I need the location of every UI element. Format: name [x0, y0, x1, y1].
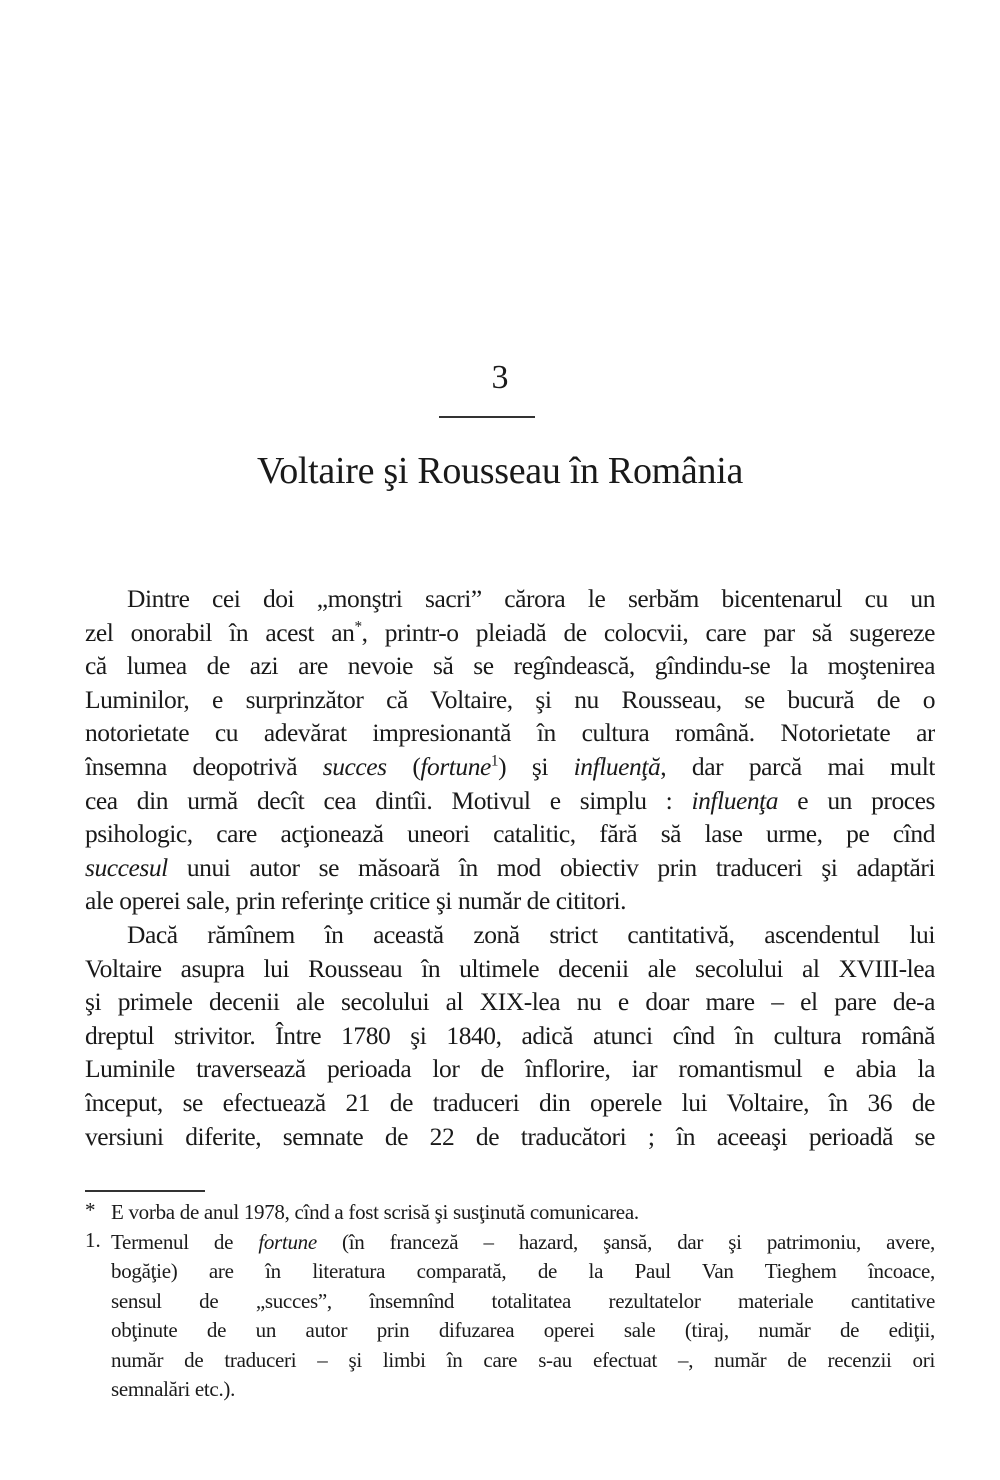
text-line: Luminile traversează perioada lor de înflorire, iar romantismul e abia la [85, 1054, 935, 1084]
text-fragment: însemna deopotrivă [85, 751, 323, 781]
footnote-line: obţinute de un autor prin difuzarea operei sale (tiraj, număr de ediţii, [111, 1318, 935, 1342]
footnote-line: sensul de „succes”, însemnînd totalitatea rezultatelor materiale cantitative [111, 1288, 935, 1313]
emphasis-fortune: fortune [258, 1229, 317, 1254]
text-fragment: ( [386, 751, 421, 781]
body-text [85, 582, 935, 1153]
chapter-number: 3 [491, 359, 509, 396]
text-fragment: zel onorabil în acest an [85, 617, 355, 647]
text-fragment: Termenul de [111, 1229, 259, 1254]
footnote-line: semnalări etc.). [111, 1377, 236, 1401]
text-fragment: ) şi [498, 751, 574, 781]
text-line: psihologic, care acţionează uneori catalitic, fără să lase urme, pe cînd [85, 819, 935, 849]
footnote-divider [85, 1190, 205, 1192]
text-line: notorietate cu adevărat impresionantă în cultura română. Notorietate ar [85, 718, 935, 748]
emphasis-succesul: succesul [85, 852, 168, 882]
text-line: Dacă rămînem în această zonă strict cantitativă, ascendentul lui [127, 919, 935, 949]
text-fragment: (în franceză – hazard, şansă, dar şi patrimoniu, avere, [316, 1229, 935, 1254]
chapter-title: Voltaire şi Rousseau în România [256, 450, 744, 492]
text-line: început, se efectuează 21 de traduceri din operele lui Voltaire, în 36 de [85, 1087, 935, 1117]
footnote-ref-1[interactable]: 1 [490, 752, 499, 770]
footnote-line: număr de traduceri – şi limbi în care s-au efectuat –, număr de recenzii ori [111, 1347, 935, 1372]
chapter-divider [439, 416, 535, 418]
text-line [85, 851, 935, 885]
text-line: versiuni diferite, semnate de 22 de traducători ; în aceeaşi perioadă se [85, 1121, 935, 1151]
text-line: dreptul strivitor. Între 1780 şi 1840, adică atunci cînd în cultura română [85, 1020, 935, 1050]
emphasis-influenta: influenţa [691, 785, 779, 815]
emphasis-influenta: influenţă [573, 751, 661, 781]
footnote-1 [85, 1228, 935, 1405]
text-fragment: unui autor se măsoară în mod obiectiv prin traduceri şi adaptări [167, 852, 935, 882]
footnote-ref-star[interactable]: * [354, 618, 362, 636]
footnote-line: bogăţie) are în literatura comparată, de la Paul Van Tieghem încoace, [111, 1259, 935, 1283]
text-line [85, 616, 935, 650]
text-fragment: , printr-o pleiadă de colocvii, care par să sugereze [361, 617, 935, 647]
text-line: Dintre cei doi „monştri sacri” cărora le serbăm bicentenarul cu un [127, 584, 935, 613]
text-fragment: cea din urmă decît cea dintîi. Motivul e simplu : [85, 785, 692, 815]
emphasis-succes: succes [322, 751, 387, 781]
footnote-text: E vorba de anul 1978, cînd a fost scrisă şi susţinută comunicarea. [111, 1200, 639, 1224]
text-line: şi primele decenii ale secolului al XIX-lea nu e doar mare – el pare de-a [85, 987, 935, 1017]
text-line: Luminilor, e surprinzător că Voltaire, şi nu Rousseau, se bucură de o [85, 684, 935, 714]
footnote-star [85, 1198, 935, 1228]
text-fragment: e un proces [778, 785, 935, 815]
text-line: ale operei sale, prin referinţe critice şi număr de cititori. [85, 886, 627, 916]
text-fragment: , dar parcă mai mult [660, 751, 935, 781]
footnotes [85, 1198, 935, 1405]
text-line [85, 750, 935, 784]
text-line [85, 784, 935, 818]
text-line: că lumea de azi are nevoie să se regîndească, gîndindu-se la moştenirea [85, 651, 935, 681]
text-line: Voltaire asupra lui Rousseau în ultimele decenii ale secolului al XVIII-lea [85, 953, 935, 983]
footnote-marker: 1. [85, 1227, 101, 1252]
footnote-marker: * [85, 1198, 96, 1222]
footnote-line [111, 1228, 935, 1258]
emphasis-fortune: fortune [420, 751, 491, 781]
